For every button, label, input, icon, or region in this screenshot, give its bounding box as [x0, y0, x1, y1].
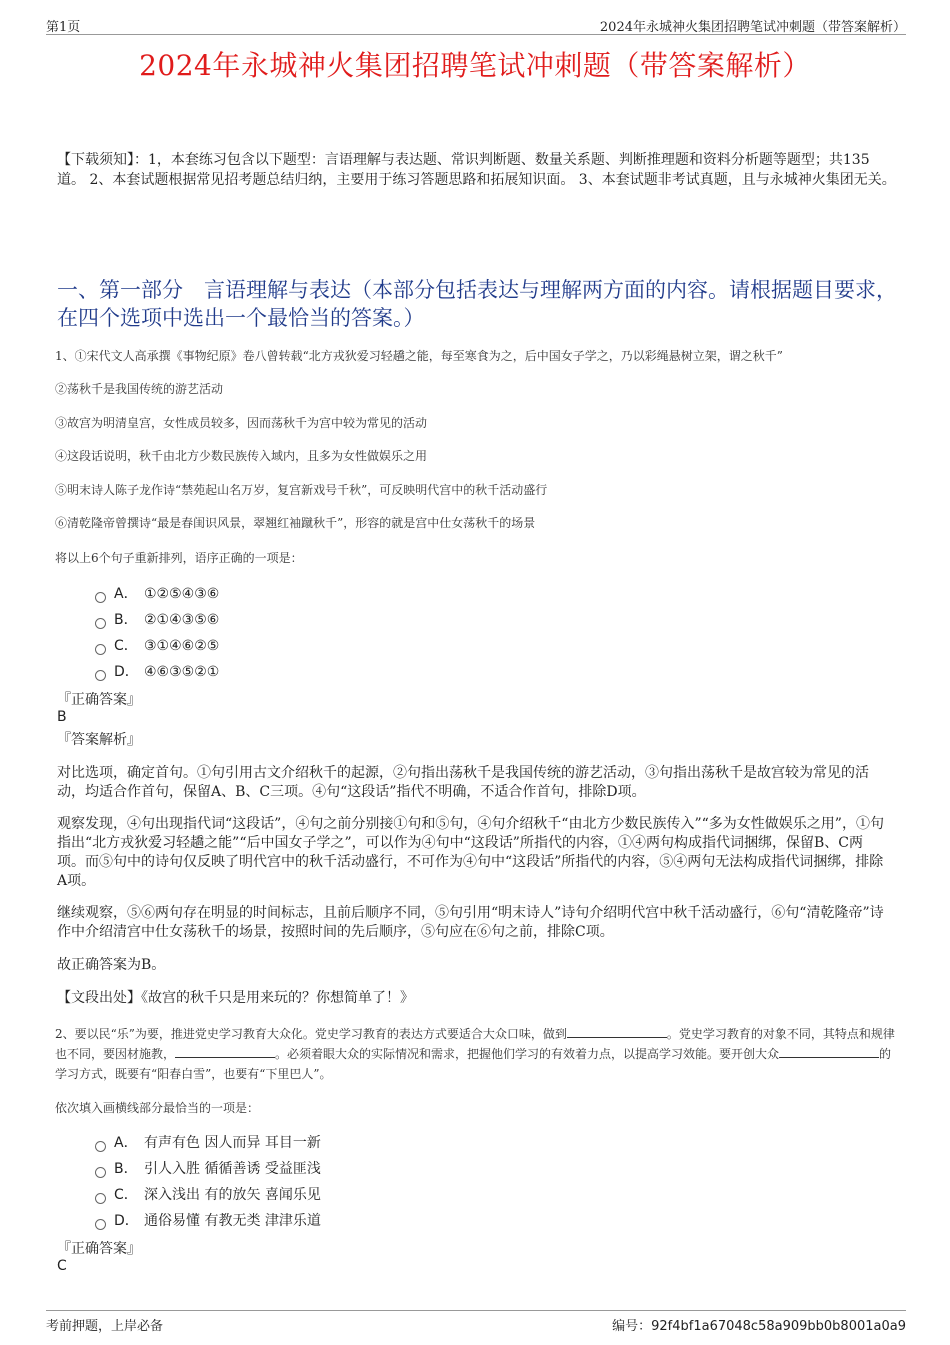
q1-answer-label: 『正确答案』 [57, 692, 141, 708]
radio-icon[interactable] [95, 1141, 106, 1152]
q2-option-d[interactable]: D． 通俗易懂 有教无类 津津乐道 [95, 1211, 321, 1231]
radio-icon[interactable] [95, 1193, 106, 1204]
page-header [46, 14, 906, 35]
q1-option-c[interactable]: C． ③①④⑥②⑤ [95, 636, 219, 656]
blank-3[interactable] [779, 1045, 879, 1058]
q1-option-a[interactable]: A． ①②⑤④③⑥ [95, 584, 219, 604]
q1-source: 【文段出处】《故宫的秋千只是用来玩的？你想简单了！》 [57, 990, 414, 1006]
q2-option-b[interactable]: B． 引人入胜 循循善诱 受益匪浅 [95, 1159, 321, 1179]
page-footer [46, 1310, 906, 1335]
q1-analysis-para-1: 对比选项，确定首句。①句引用古文介绍秋千的起源，②句指出荡秋千是我国传统的游艺活动，③句指出荡秋千是故宫较为常见的活动，均适合作首句，保留A、B、C三项。④句“这段话”指代不明确，不适合作首句，排除D项。 [57, 765, 869, 800]
radio-icon[interactable] [95, 1167, 106, 1178]
radio-icon[interactable] [95, 644, 106, 655]
q2-answer: C [57, 1258, 67, 1274]
header-doc-title: 2024年永城神火集团招聘笔试冲刺题（带答案解析） [599, 20, 906, 35]
q1-sentence-2: ②荡秋千是我国传统的游艺活动 [55, 382, 224, 396]
q1-sentence-5: ⑤明末诗人陈子龙作诗“禁苑起山名万岁，复宫新戏号千秋”，可反映明代宫中的秋千活动盛行 [55, 483, 548, 497]
footer-code: 编号：92f4bf1a67048c58a909bb0b8001a0a9 [612, 1319, 906, 1334]
radio-icon[interactable] [95, 670, 106, 681]
q1-option-d[interactable]: D． ④⑥③⑤②① [95, 662, 219, 682]
page-number: 第1页 [46, 20, 81, 35]
q1-analysis-para-3: 继续观察，⑤⑥两句存在明显的时间标志，且前后顺序不同，⑤句引用“明末诗人”诗句介绍明代宫中秋千活动盛行，⑥句“清乾隆帝”诗作中介绍清宫中仕女荡秋千的场景，按照时间的先后顺序，⑤句应在⑥句之前，排除C项。 [57, 905, 884, 940]
q1-sentence-1: 1、①宋代文人高承撰《事物纪原》卷八曾转载“北方戎狄爱习轻趫之能，每至寒食为之，后中国女子学之，乃以彩绳悬树立架，谓之秋千” [55, 349, 783, 363]
blank-1[interactable] [567, 1025, 667, 1038]
q2-prompt: 依次填入画横线部分最恰当的一项是： [55, 1101, 260, 1115]
radio-icon[interactable] [95, 1219, 106, 1230]
footer-slogan: 考前押题，上岸必备 [46, 1319, 164, 1334]
radio-icon[interactable] [95, 618, 106, 629]
q1-analysis-conclusion: 故正确答案为B。 [57, 957, 166, 973]
radio-icon[interactable] [95, 592, 106, 603]
q1-sentence-6: ⑥清乾隆帝曾撰诗“最是春闺识风景，翠翘红袖蹴秋千”，形容的就是宫中仕女荡秋千的场景 [55, 516, 536, 530]
q2-option-c[interactable]: C． 深入浅出 有的放矢 喜闻乐见 [95, 1185, 321, 1205]
q2-stem: 2、要以民“乐”为要，推进党史学习教育大众化。党史学习教育的表达方式要适合大众口味，做到 。党史学习教育的对象不同，其特点和规律也不同，要因材施教， 。必须着眼大众的实际情况和需求，把握他们学习的有效着力点，以提高学习效能。要开创大众 的学习方式，既要有“阳春白雪”，也要有“下里巴人”。 [55, 1027, 895, 1081]
section-heading: 一、第一部分 言语理解与表达（本部分包括表达与理解两方面的内容。请根据题目要求，在四个选项中选出一个最恰当的答案。） [57, 278, 897, 330]
blank-2[interactable] [175, 1045, 275, 1058]
q1-answer: B [57, 709, 67, 725]
q1-sentence-3: ③故宫为明清皇宫，女性成员较多，因而荡秋千为宫中较为常见的活动 [55, 416, 428, 430]
q2-option-a[interactable]: A． 有声有色 因人而异 耳目一新 [95, 1133, 321, 1153]
download-notice: 【下载须知】：1，本套练习包含以下题型：言语理解与表达题、常识判断题、数量关系题、判断推理题和资料分析题等题型；共135道。 2、本套试题根据常见招考题总结归纳，主要用于练习答题思路和拓展知识面。 3、本套试题非考试真题，且与永城神火集团无关。 [57, 152, 896, 188]
q1-sentence-4: ④这段话说明，秋千由北方少数民族传入域内，且多为女性做娱乐之用 [55, 449, 428, 463]
q1-analysis-label: 『答案解析』 [57, 732, 141, 748]
q2-answer-label: 『正确答案』 [57, 1241, 141, 1257]
q1-option-b[interactable]: B． ②①④③⑤⑥ [95, 610, 219, 630]
q1-prompt: 将以上6个句子重新排列，语序正确的一项是： [55, 551, 303, 565]
document-title: 2024年永城神火集团招聘笔试冲刺题（带答案解析） [139, 49, 811, 82]
q1-analysis-para-2: 观察发现，④句出现指代词“这段话”，④句之前分别接①句和⑤句，④句介绍秋千“由北方少数民族传入”“多为女性做娱乐之用”，①句指出“北方戎狄爱习轻趫之能”“后中国女子学之”，可以作为④句中“这段话”所指代的内容，①④两句构成指代词捆绑，保留B、C两项。而⑤句中的诗句仅反映了明代宫中的秋千活动盛行，不可作为④句中“这段话”所指代的内容，⑤④两句无法构成指代词捆绑，排除A项。 [57, 816, 884, 889]
